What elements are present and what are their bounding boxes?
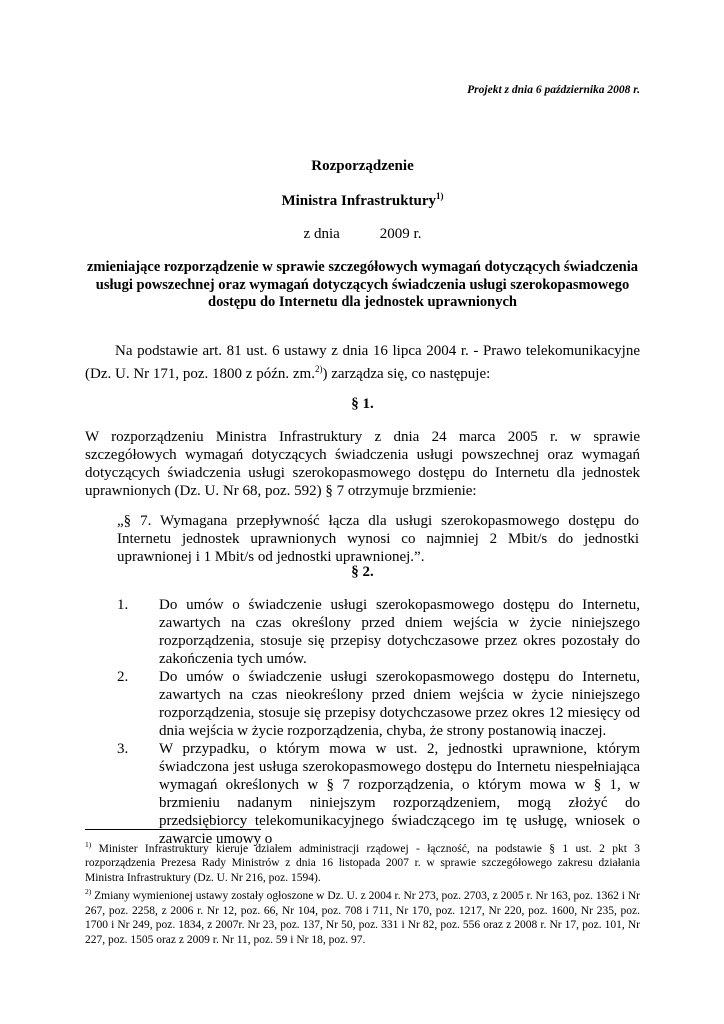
footnote-text: Minister Infrastruktury kieruje działem administracji rządowej - łączność, na podstawie § 1 ust. 2 pkt 3 rozporządzenia Prezesa Rady Ministrów z dnia 16 listopada 2007 r. w sprawie szczegółowego zakresu działania Ministra Infrastruktury (Dz. U. Nr 216, poz. 1594). [85,842,640,884]
list-item-number: 2. [117,669,129,685]
footnotes [85,838,640,947]
footnote-text: Zmiany wymienionej ustawy zostały ogłoszone w Dz. U. z 2004 r. Nr 273, poz. 2703, z 2005 r. Nr 163, poz. 1362 i Nr 267, poz. 2258, z 2006 r. Nr 12, poz. 66, Nr 104, poz. 708 i 711, Nr 170, poz. 1217, Nr 220, poz. 1600, Nr 235, poz. 1700 i Nr 249, poz. 1834, z 2007r. Nr 23, poz. 137, Nr 50, poz. 331 i Nr 82, poz. 556 oraz z 2008 r. Nr 17, poz. 101, Nr 227, poz. 1505 oraz z 2009 r. Nr 11, poz. 59 i Nr 18, poz. 97. [85,890,640,946]
section-2-heading: § 2. [351,564,374,580]
intro-text: Na podstawie art. 81 ust. 6 ustawy z dnia 16 lipca 2004 r. - Prawo telekomunikacyjne (Dz. U. Nr 171, poz. 1800 z późn. zm. [85,343,640,382]
footnote-1 [85,838,640,885]
section-1-quote: „§ 7. Wymagana przepływność łącza dla usługi szerokopasmowego dostępu do Internetu jednostek uprawnionych wynosi co najmniej 2 Mbit/s do jednostki uprawnionej i 1 Mbit/s od jednostki uprawnionej.”. [117,513,639,565]
footnote-2 [85,885,640,947]
intro-paragraph [85,342,640,383]
list-item-text: W przypadku, o którym mowa w ust. 2, jednostki uprawnione, którym świadczona jest usługa szerokopasmowego dostępu do Internetu niespełniająca wymagań określonych w § 7 rozporządzenia, o którym mowa w § 1, w brzmieniu nadanym niniejszym rozporządzeniem, mogą złożyć do przedsiębiorcy telekomunikacyjnego świadczącego im tę usługę, wniosek o zawarcie umowy o [159,741,640,847]
section-1-text: W rozporządzeniu Ministra Infrastruktury z dnia 24 marca 2005 r. w sprawie szczegółowych wymagań dotyczących świadczenia usługi powszechnej oraz wymagań dotyczących świadczenia usługi szerokopasmowego dostępu do Internetu dla jednostek uprawnionych (Dz. U. Nr 68, poz. 592) § 7 otrzymuje brzmienie: [85,429,640,499]
list-item-text: Do umów o świadczenie usługi szerokopasmowego dostępu do Internetu, zawartych na czas nieokreślony przed dniem wejścia w życie niniejszego rozporządzenia, stosuje się przepisy dotychczasowe przez okres 12 miesięcy od dnia wejścia w życie rozporządzenia, chyba, że strony postanowią inaczej. [159,669,640,739]
footnote-ref-1: 1) [436,191,444,201]
minister-name: Ministra Infrastruktury [281,193,437,209]
document-type-heading: Rozporządzenie [311,158,414,174]
section-2-list [85,596,640,848]
minister-heading [85,191,640,210]
list-item-text: Do umów o świadczenie usługi szerokopasmowego dostępu do Internetu, zawartych na czas określony przed dniem wejścia w życie niniejszego rozporządzenia, stosuje się przepisy dotychczasowe przez okres pozostały do zakończenia tych umów. [159,597,640,667]
list-item [85,596,640,668]
project-date-line: Projekt z dnia 6 października 2008 r. [467,84,640,96]
date-year: 2009 r. [379,226,422,242]
list-item-number: 1. [117,597,129,613]
list-item [85,740,640,848]
section-1-heading: § 1. [351,396,374,412]
document-subject: zmieniające rozporządzenie w sprawie szczegółowych wymagań dotyczących świadczenia usługi powszechnej oraz wymagań dotyczących świadczenia usługi szerokopasmowego dostępu do Internetu dla jednostek uprawnionych [86,259,638,310]
footnote-mark: 1) [85,840,92,849]
date-prefix: z dnia [303,226,340,242]
list-item [85,668,640,740]
document-date [85,226,640,243]
footnote-separator [85,829,261,830]
intro-text-end: ) zarządza się, co następuje: [322,366,491,382]
list-item-number: 3. [117,741,129,757]
footnote-mark: 2) [85,887,92,897]
footnote-ref-2: 2) [314,364,323,374]
